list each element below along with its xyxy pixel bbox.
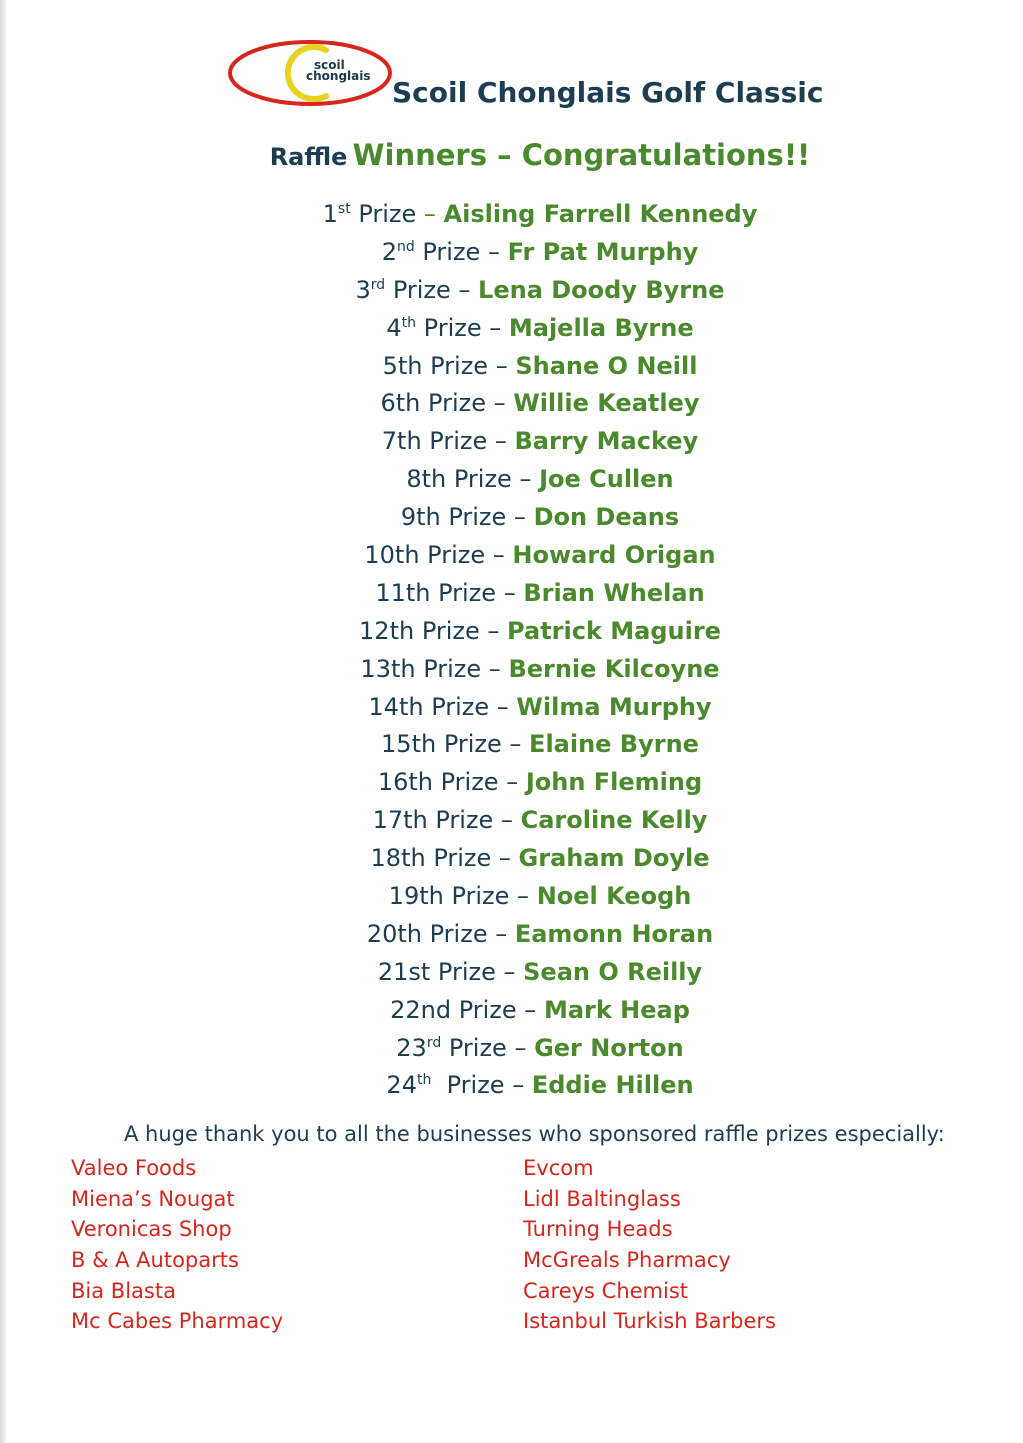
prize-winner-name: Patrick Maguire <box>507 616 721 645</box>
prize-dash: – <box>481 654 509 683</box>
sponsor-name: McGreals Pharmacy <box>523 1248 731 1273</box>
sponsor-name: Evcom <box>523 1156 594 1180</box>
prize-ordinal-suffix: st <box>337 201 351 217</box>
prize-label <box>382 238 481 266</box>
prize-number: 18 <box>370 844 402 873</box>
prize-word: Prize <box>431 1071 505 1100</box>
prize-label <box>396 1034 507 1062</box>
prize-list <box>0 196 1023 1105</box>
prize-row <box>0 310 1023 348</box>
page-title: Scoil Chonglais Golf Classic <box>392 76 824 109</box>
sponsor-name: Turning Heads <box>523 1217 673 1242</box>
prize-word: Prize <box>419 541 486 570</box>
prize-winner-name: Brian Whelan <box>523 578 705 607</box>
prize-dash: – <box>495 957 524 986</box>
prize-ordinal-suffix: th <box>397 351 423 380</box>
prize-number: 1 <box>322 200 338 228</box>
sponsor-thanks-text: A huge thank you to all the businesses who sponsored raffle prizes especially: <box>124 1122 945 1146</box>
prize-word: Prize <box>422 919 488 948</box>
prize-dash: – <box>485 389 514 418</box>
prize-row <box>0 234 1023 272</box>
prize-ordinal-suffix: th <box>397 427 422 456</box>
prize-dash: – <box>479 616 508 645</box>
prize-dash: – <box>511 465 540 494</box>
prize-label <box>360 655 481 683</box>
prize-ordinal-suffix: nd <box>420 995 452 1024</box>
prize-winner-name: Wilma Murphy <box>516 692 712 721</box>
prize-dash: – <box>506 503 534 532</box>
prize-row <box>0 726 1023 764</box>
prize-label <box>364 541 485 569</box>
prize-number: 24 <box>386 1071 417 1100</box>
sponsor-name: Miena’s Nougat <box>71 1186 235 1211</box>
prize-winner-name: Elaine Byrne <box>529 730 699 759</box>
prize-ordinal-suffix: th <box>416 1072 432 1089</box>
prize-row <box>0 613 1023 651</box>
prize-label <box>368 693 489 721</box>
prize-row <box>0 802 1023 840</box>
prize-row <box>0 689 1023 727</box>
prize-winner-name: Don Deans <box>533 503 680 532</box>
prize-label <box>375 579 496 607</box>
prize-word: Prize <box>430 957 496 986</box>
prize-word: Prize <box>436 730 502 759</box>
prize-winner-name: Graham Doyle <box>518 844 710 873</box>
prize-row <box>0 878 1023 916</box>
prize-ordinal-suffix: rd <box>370 276 386 293</box>
prize-word: Prize <box>446 465 512 494</box>
sponsor-name: Valeo Foods <box>71 1156 197 1180</box>
prize-winner-name: Lena Doody Byrne <box>478 275 725 304</box>
prize-winner-name: Barry Mackey <box>514 427 699 456</box>
prize-winner-name: John Fleming <box>525 768 703 797</box>
prize-number: 13 <box>360 654 391 683</box>
prize-word: Prize <box>385 275 451 304</box>
prize-ordinal-suffix: th <box>416 503 441 532</box>
prize-row <box>0 537 1023 575</box>
prize-word: Prize <box>415 654 482 683</box>
prize-row <box>0 272 1023 310</box>
prize-word: Prize <box>430 578 497 607</box>
prize-row <box>0 1067 1023 1105</box>
prize-label <box>367 920 488 948</box>
prize-number: 15 <box>381 730 412 759</box>
prize-ordinal-suffix: th <box>394 541 420 570</box>
prize-dash: – <box>450 275 479 304</box>
prize-number: 9 <box>400 503 417 532</box>
prize-ordinal-suffix: th <box>405 578 431 607</box>
raffle-word: Raffle <box>269 143 348 171</box>
prize-row <box>0 461 1023 499</box>
prize-number: 21 <box>377 957 409 986</box>
prize-winner-name: Eddie Hillen <box>531 1071 694 1100</box>
prize-dash: – <box>485 541 513 570</box>
sponsor-name: B & A Autoparts <box>71 1248 239 1273</box>
prize-winner-name: Sean O Reilly <box>523 957 703 986</box>
prize-winner-name: Willie Keatley <box>513 389 700 418</box>
prize-word: Prize <box>432 768 499 797</box>
prize-row <box>0 651 1023 689</box>
prize-number: 4 <box>386 313 402 342</box>
prize-ordinal-suffix: th <box>419 882 444 911</box>
congrats-text: Winners – Congratulations!! <box>352 138 811 172</box>
sponsor-name: Mc Cabes Pharmacy <box>71 1309 284 1334</box>
prize-row <box>0 916 1023 954</box>
prize-ordinal-suffix: th <box>390 654 416 683</box>
prize-dash: – <box>481 313 509 342</box>
prize-ordinal-suffix: th <box>397 919 422 948</box>
prize-number: 6 <box>380 389 396 418</box>
prize-dash: – <box>489 692 517 721</box>
prize-label <box>390 996 517 1024</box>
prize-ordinal-suffix: nd <box>396 238 415 255</box>
logo-text-line2: chonglais <box>306 69 371 83</box>
prize-label <box>373 806 494 834</box>
prize-dash: – <box>516 995 544 1024</box>
prize-label <box>378 958 496 986</box>
sponsor-list-right <box>523 1153 776 1337</box>
prize-winner-name: Eamonn Horan <box>514 919 714 948</box>
prize-dash: – <box>487 919 515 948</box>
prize-number: 22 <box>390 995 421 1024</box>
prize-word: Prize <box>414 616 480 645</box>
sponsor-list-left <box>71 1153 283 1337</box>
prize-label <box>359 617 480 645</box>
sponsor-name: Veronicas Shop <box>71 1217 232 1242</box>
prize-ordinal-suffix: th <box>421 465 447 494</box>
prize-word: Prize <box>420 389 486 418</box>
prize-winner-name: Shane O Neill <box>515 351 698 380</box>
logo-text-line1: scoil <box>314 58 345 72</box>
prize-dash: – <box>491 844 519 873</box>
prize-ordinal-suffix: th <box>403 806 428 835</box>
prize-number: 19 <box>388 882 420 911</box>
prize-ordinal-suffix: th <box>401 314 417 331</box>
prize-dash: – <box>504 1071 532 1100</box>
prize-ordinal-suffix: th <box>408 768 433 797</box>
prize-ordinal-suffix: th <box>389 616 415 645</box>
prize-number: 20 <box>366 919 398 948</box>
school-logo <box>226 38 394 108</box>
prize-row <box>0 348 1023 386</box>
prize-number: 11 <box>375 578 406 607</box>
prize-dash: – <box>506 1033 535 1062</box>
prize-winner-name: Mark Heap <box>543 995 690 1024</box>
prize-row <box>0 575 1023 613</box>
prize-ordinal-suffix: st <box>408 957 431 986</box>
prize-number: 7 <box>381 427 398 456</box>
prize-label <box>389 882 510 910</box>
prize-word: Prize <box>440 503 507 532</box>
prize-row <box>0 840 1023 878</box>
prize-dash: – <box>493 806 521 835</box>
prize-dash: – <box>487 427 515 456</box>
prize-label <box>406 465 511 493</box>
prize-ordinal-suffix: th <box>395 389 421 418</box>
prize-ordinal-suffix: th <box>401 844 426 873</box>
prize-row <box>0 954 1023 992</box>
prize-label <box>356 276 451 304</box>
prize-winner-name: Fr Pat Murphy <box>507 237 699 266</box>
prize-dash: – <box>496 578 524 607</box>
prize-row <box>0 196 1023 234</box>
prize-dash: – <box>488 351 516 380</box>
prize-winner-name: Howard Origan <box>512 541 716 570</box>
prize-number: 3 <box>355 275 371 304</box>
prize-winner-name: Majella Byrne <box>508 313 694 342</box>
sponsor-name: Istanbul Turkish Barbers <box>523 1309 776 1334</box>
prize-number: 16 <box>377 768 409 797</box>
prize-word: Prize <box>423 692 490 721</box>
prize-word: Prize <box>441 1033 507 1062</box>
prize-label <box>323 200 417 228</box>
prize-row <box>0 1030 1023 1068</box>
prize-label <box>386 314 481 342</box>
prize-label <box>380 389 485 417</box>
prize-row <box>0 764 1023 802</box>
prize-label <box>381 730 502 758</box>
prize-row <box>0 423 1023 461</box>
prize-dash: – <box>480 237 508 266</box>
prize-number: 10 <box>364 541 395 570</box>
prize-word: Prize <box>425 844 492 873</box>
prize-row <box>0 992 1023 1030</box>
prize-ordinal-suffix: rd <box>426 1034 442 1051</box>
prize-word: Prize <box>414 237 481 266</box>
sponsor-name: Bia Blasta <box>71 1278 176 1303</box>
prize-word: Prize <box>416 313 482 342</box>
prize-number: 8 <box>406 465 422 494</box>
prize-label <box>383 352 488 380</box>
prize-label <box>401 503 506 531</box>
prize-row <box>0 499 1023 537</box>
prize-dash: – <box>501 730 530 759</box>
prize-word: Prize <box>422 351 489 380</box>
prize-label <box>371 844 492 872</box>
prize-number: 2 <box>381 237 397 266</box>
prize-word: Prize <box>350 200 417 228</box>
prize-number: 12 <box>359 616 390 645</box>
prize-number: 5 <box>382 351 398 380</box>
sponsor-name: Careys Chemist <box>523 1278 689 1303</box>
page-subtitle <box>0 138 1023 172</box>
prize-number: 23 <box>396 1033 427 1062</box>
prize-word: Prize <box>443 882 510 911</box>
prize-dash: – <box>498 768 526 797</box>
prize-word: Prize <box>451 995 517 1024</box>
prize-winner-name: Bernie Kilcoyne <box>508 654 720 683</box>
prize-winner-name: Ger Norton <box>534 1033 684 1062</box>
prize-winner-name: Caroline Kelly <box>520 806 708 835</box>
prize-label <box>386 1071 504 1099</box>
sponsor-name: Lidl Baltinglass <box>523 1186 681 1211</box>
prize-word: Prize <box>427 806 494 835</box>
logo-text <box>306 60 371 82</box>
prize-label <box>378 768 499 796</box>
prize-winner-name: Noel Keogh <box>536 882 692 911</box>
prize-label <box>382 427 487 455</box>
prize-number: 14 <box>368 692 399 721</box>
prize-number: 17 <box>372 806 404 835</box>
prize-ordinal-suffix: th <box>411 730 437 759</box>
prize-winner-name: Joe Cullen <box>539 465 674 494</box>
prize-dash: – <box>509 882 537 911</box>
prize-word: Prize <box>421 427 488 456</box>
prize-winner-name: Aisling Farrell Kennedy <box>443 200 758 228</box>
prize-row <box>0 385 1023 423</box>
prize-ordinal-suffix: th <box>398 692 424 721</box>
prize-dash: – <box>416 200 444 228</box>
